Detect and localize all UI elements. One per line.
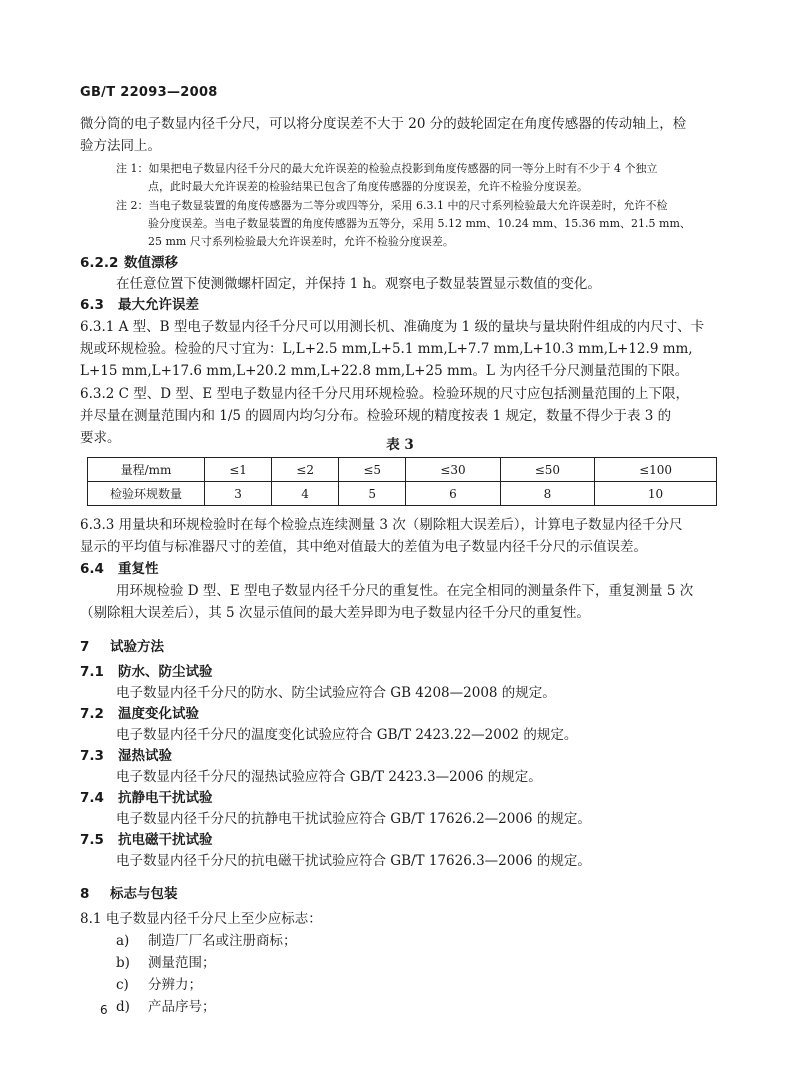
section-6-4-heading (80, 558, 159, 580)
list-item-label: b) (116, 955, 130, 971)
table-cell-count: 8 (500, 482, 594, 506)
table-row (88, 458, 717, 482)
section-8-heading (80, 883, 178, 905)
list-item-text: 分辨力； (148, 977, 202, 993)
section-6-3-1-line-3: L+15 mm,L+17.6 mm,L+20.2 mm,L+22.8 mm,L+25 mm。L 为内径千分尺测量范围的下限。 (80, 363, 689, 379)
section-6-4-line-2: （剔除粗大误差后），其 5 次显示值间的最大差异即为电子数显内径千分尺的重复性。 (80, 605, 590, 621)
section-title: 防水、防尘试验 (118, 664, 213, 680)
note-1-line-2: 点，此时最大允许误差的检验结果已包含了角度传感器的分度误差，允许不检验分度误差。 (148, 180, 588, 193)
section-7-heading (80, 636, 164, 658)
section-title: 重复性 (118, 561, 159, 577)
section-number: 7.3 (80, 748, 104, 764)
section-title: 温度变化试验 (118, 706, 199, 722)
table-cell-count: 5 (339, 482, 406, 506)
section-title: 试验方法 (110, 639, 164, 655)
section-title: 标志与包装 (110, 886, 178, 902)
section-7-5-heading (80, 829, 213, 851)
section-6-3-2-line-2: 并尽量在测量范围内和 1/5 的圆周内均匀分布。检验环规的精度按表 1 规定，数量不得少于表 3 的 (80, 408, 672, 424)
list-item-text: 制造厂厂名或注册商标； (148, 933, 297, 949)
section-6-3-3-line-1: 6.3.3 用量块和环规检验时在每个检验点连续测量 3 次（剔除粗大误差后），计算电子数显内径千分尺 (80, 517, 683, 533)
section-6-3-2-line-1: 6.3.2 C 型、D 型、E 型电子数显内径千分尺用环规检验。检验环规的尺寸应包括测量范围的上下限， (80, 386, 690, 402)
table-cell-range: ≤50 (500, 458, 594, 482)
table-row-header: 量程/mm (88, 458, 205, 482)
section-7-4-heading (80, 787, 213, 809)
list-item-label: a) (116, 933, 130, 949)
section-7-3-text: 电子数显内径千分尺的湿热试验应符合 GB/T 2423.3—2006 的规定。 (116, 769, 542, 785)
note-2-line-3: 25 mm 尺寸系列检验最大允许误差时，允许不检验分度误差。 (148, 235, 454, 248)
table-cell-count: 6 (406, 482, 500, 506)
note-2-line-2: 验分度误差。当电子数显装置的角度传感器为五等分，采用 5.12 mm、10.24 mm、15.36 mm、21.5 mm、 (148, 217, 691, 230)
section-title: 最大允许误差 (118, 297, 199, 313)
section-7-1-text: 电子数显内径千分尺的防水、防尘试验应符合 GB 4208—2008 的规定。 (116, 685, 556, 701)
list-item (116, 952, 216, 974)
section-number: 7.4 (80, 790, 104, 806)
note-1-line-1: 注 1：如果把电子数显内径千分尺的最大允许误差的检验点投影到角度传感器的同一等分上时有不少于 4 个独立 (116, 162, 658, 175)
table-row (88, 482, 717, 506)
standard-code-header: GB/T 22093—2008 (80, 85, 218, 100)
section-title: 湿热试验 (118, 748, 172, 764)
section-title: 抗静电干扰试验 (118, 790, 213, 806)
section-number: 7.2 (80, 706, 104, 722)
table-cell-range: ≤30 (406, 458, 500, 482)
table-cell-count: 3 (205, 482, 272, 506)
section-6-3-1-line-1: 6.3.1 A 型、B 型电子数显内径千分尺可以用测长机、准确度为 1 级的量块与量块附件组成的内尺寸、卡 (80, 319, 705, 335)
intro-line-1: 微分筒的电子数显内径千分尺，可以将分度误差不大于 20 分的鼓轮固定在角度传感器的传动轴上，检 (80, 116, 687, 132)
section-7-2-text: 电子数显内径千分尺的温度变化试验应符合 GB/T 2423.22—2002 的规定。 (116, 727, 578, 743)
table-cell-range: ≤2 (272, 458, 339, 482)
section-7-1-heading (80, 661, 213, 683)
intro-line-2: 验方法同上。 (80, 138, 161, 154)
list-item (116, 930, 297, 952)
page-number: 6 (100, 1003, 108, 1017)
section-7-2-heading (80, 703, 199, 725)
table-cell-range: ≤100 (595, 458, 717, 482)
section-7-4-text: 电子数显内径千分尺的抗静电干扰试验应符合 GB/T 17626.2—2006 的规定。 (116, 811, 591, 827)
list-item-text: 产品序号； (148, 999, 216, 1015)
list-item-text: 测量范围； (148, 955, 216, 971)
list-item-label: c) (116, 977, 129, 993)
table-cell-count: 4 (272, 482, 339, 506)
table-3 (87, 457, 717, 506)
section-number: 7.1 (80, 664, 104, 680)
section-number: 7.5 (80, 832, 104, 848)
section-number: 6.3 (80, 297, 104, 313)
list-item (116, 996, 216, 1018)
table-3-caption: 表 3 (386, 437, 414, 453)
section-6-3-2-line-3: 要求。 (80, 430, 121, 446)
section-number: 8 (80, 886, 90, 902)
section-title: 抗电磁干扰试验 (118, 832, 213, 848)
section-6-2-2-heading (80, 252, 178, 274)
list-item (116, 974, 202, 996)
section-number: 6.4 (80, 561, 104, 577)
note-2-line-1: 注 2：当电子数显装置的角度传感器为二等分或四等分，采用 6.3.1 中的尺寸系列检验最大允许误差时，允许不检 (116, 199, 668, 212)
list-item-label: d) (116, 999, 130, 1015)
table-cell-range: ≤5 (339, 458, 406, 482)
table-cell-count: 10 (595, 482, 717, 506)
section-number: 6.2.2 (80, 255, 119, 271)
section-7-3-heading (80, 745, 172, 767)
section-6-2-2-text: 在任意位置下使测微螺杆固定，并保持 1 h。观察电子数显装置显示数值的变化。 (116, 276, 601, 292)
section-title: 数值漂移 (124, 255, 178, 271)
table-cell-range: ≤1 (205, 458, 272, 482)
section-8-1-lead: 8.1 电子数显内径千分尺上至少应标志： (80, 911, 322, 927)
section-6-3-1-line-2: 规或环规检验。检验的尺寸宜为：L,L+2.5 mm,L+5.1 mm,L+7.7 mm,L+10.3 mm,L+12.9 mm, (80, 341, 693, 357)
section-6-4-line-1: 用环规检验 D 型、E 型电子数显内径千分尺的重复性。在完全相同的测量条件下，重复测量 5 次 (116, 583, 694, 599)
section-6-3-heading (80, 294, 199, 316)
section-6-3-3-line-2: 显示的平均值与标准器尺寸的差值，其中绝对值最大的差值为电子数显内径千分尺的示值误差。 (80, 539, 647, 555)
table-row-header: 检验环规数量 (88, 482, 205, 506)
section-7-5-text: 电子数显内径千分尺的抗电磁干扰试验应符合 GB/T 17626.3—2006 的规定。 (116, 853, 591, 869)
section-number: 7 (80, 639, 90, 655)
